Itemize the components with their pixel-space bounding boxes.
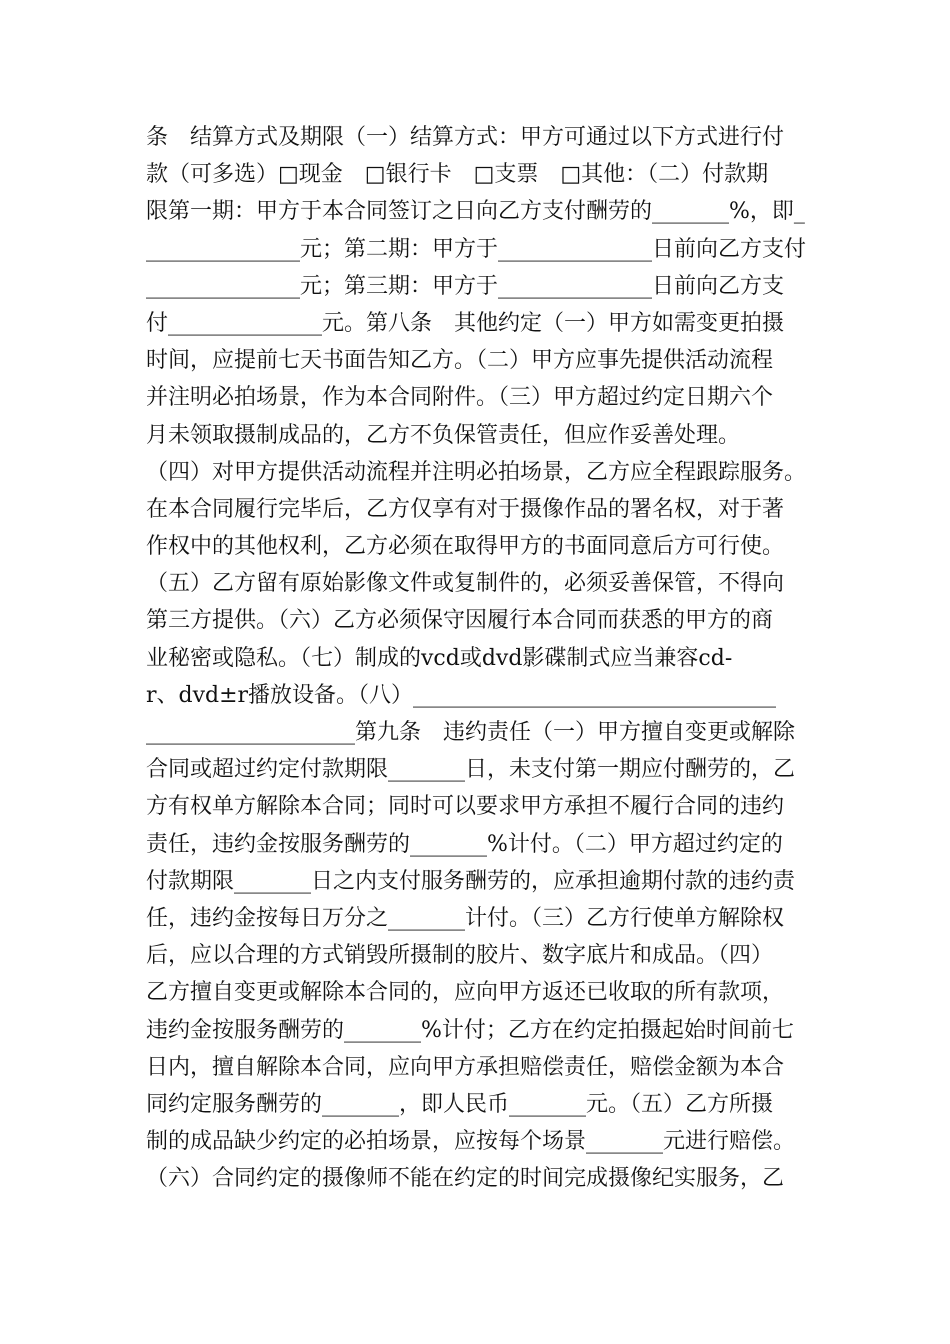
text-line: 方有权单方解除本合同；同时可以要求甲方承担不履行合同的违约 (146, 794, 785, 820)
text-line: 月未领取摄制成品的，乙方不负保管责任，但应作妥善处理。 (146, 422, 741, 448)
text-line: 乙方擅自变更或解除本合同的，应向甲方返还已收取的所有款项， (146, 980, 785, 1006)
text-line: 时间，应提前七天书面告知乙方。（二）甲方应事先提供活动流程 (146, 348, 774, 374)
text-line: 违约金按服务酬劳的_______%计付；乙方在约定拍摄起始时间前七 (146, 1017, 794, 1043)
text-line: 后，应以合理的方式销毁所摄制的胶片、数字底片和成品。（四） (146, 943, 774, 969)
text-line: （六）合同约定的摄像师不能在约定的时间完成摄像纪实服务，乙 (146, 1166, 785, 1192)
text-line: ______________元；第三期：甲方于______________日前向乙方支 (146, 273, 785, 299)
text-line: 限第一期：甲方于本合同签订之日向乙方支付酬劳的_______%，即_ (146, 199, 805, 225)
text-line: 作权中的其他权利，乙方必须在取得甲方的书面同意后方可行使。 (146, 534, 785, 560)
text-line: 第三方提供。（六）乙方必须保守因履行本合同而获悉的甲方的商 (146, 608, 774, 634)
text-line: r、dvd±r播放设备。（八）_________________________________ (146, 682, 777, 708)
text-line: 制的成品缺少约定的必拍场景，应按每个场景_______元进行赔偿。 (146, 1129, 796, 1155)
text-line: （四）对甲方提供活动流程并注明必拍场景，乙方应全程跟踪服务。 (146, 459, 807, 485)
text-line: ______________元；第二期：甲方于______________日前向乙方支付 (146, 236, 807, 262)
text-line: ___________________第九条 违约责任（一）甲方擅自变更或解除 (146, 720, 796, 745)
text-line: 同约定服务酬劳的_______，即人民币_______元。（五）乙方所摄 (146, 1091, 774, 1117)
text-line: 在本合同履行完毕后，乙方仅享有对于摄像作品的署名权，对于著 (146, 496, 785, 522)
text-line: 合同或超过约定付款期限_______日，未支付第一期应付酬劳的，乙 (146, 757, 796, 783)
contract-body-text (146, 119, 816, 1197)
text-line: 业秘密或隐私。（七）制成的vcd或dvd影碟制式应当兼容cd- (146, 645, 733, 671)
text-line: 任，违约金按每日万分之_______计付。（三）乙方行使单方解除权 (146, 905, 785, 931)
text-line: 付款期限_______日之内支付服务酬劳的，应承担逾期付款的违约责 (146, 868, 796, 894)
text-line: 并注明必拍场景，作为本合同附件。（三）甲方超过约定日期六个 (146, 385, 774, 411)
text-line: 付______________元。第八条 其他约定（一）甲方如需变更拍摄 (146, 310, 785, 336)
text-line: 款（可多选）□现金 □银行卡 □支票 □其他：（二）付款期 (146, 162, 769, 188)
text-line: 日内，擅自解除本合同，应向甲方承担赔偿责任，赔偿金额为本合 (146, 1054, 785, 1080)
text-line: （五）乙方留有原始影像文件或复制件的，必须妥善保管，不得向 (146, 571, 785, 597)
text-line: 责任，违约金按服务酬劳的_______%计付。（二）甲方超过约定的 (146, 831, 783, 857)
text-line: 条 结算方式及期限（一）结算方式：甲方可通过以下方式进行付 (146, 125, 785, 150)
